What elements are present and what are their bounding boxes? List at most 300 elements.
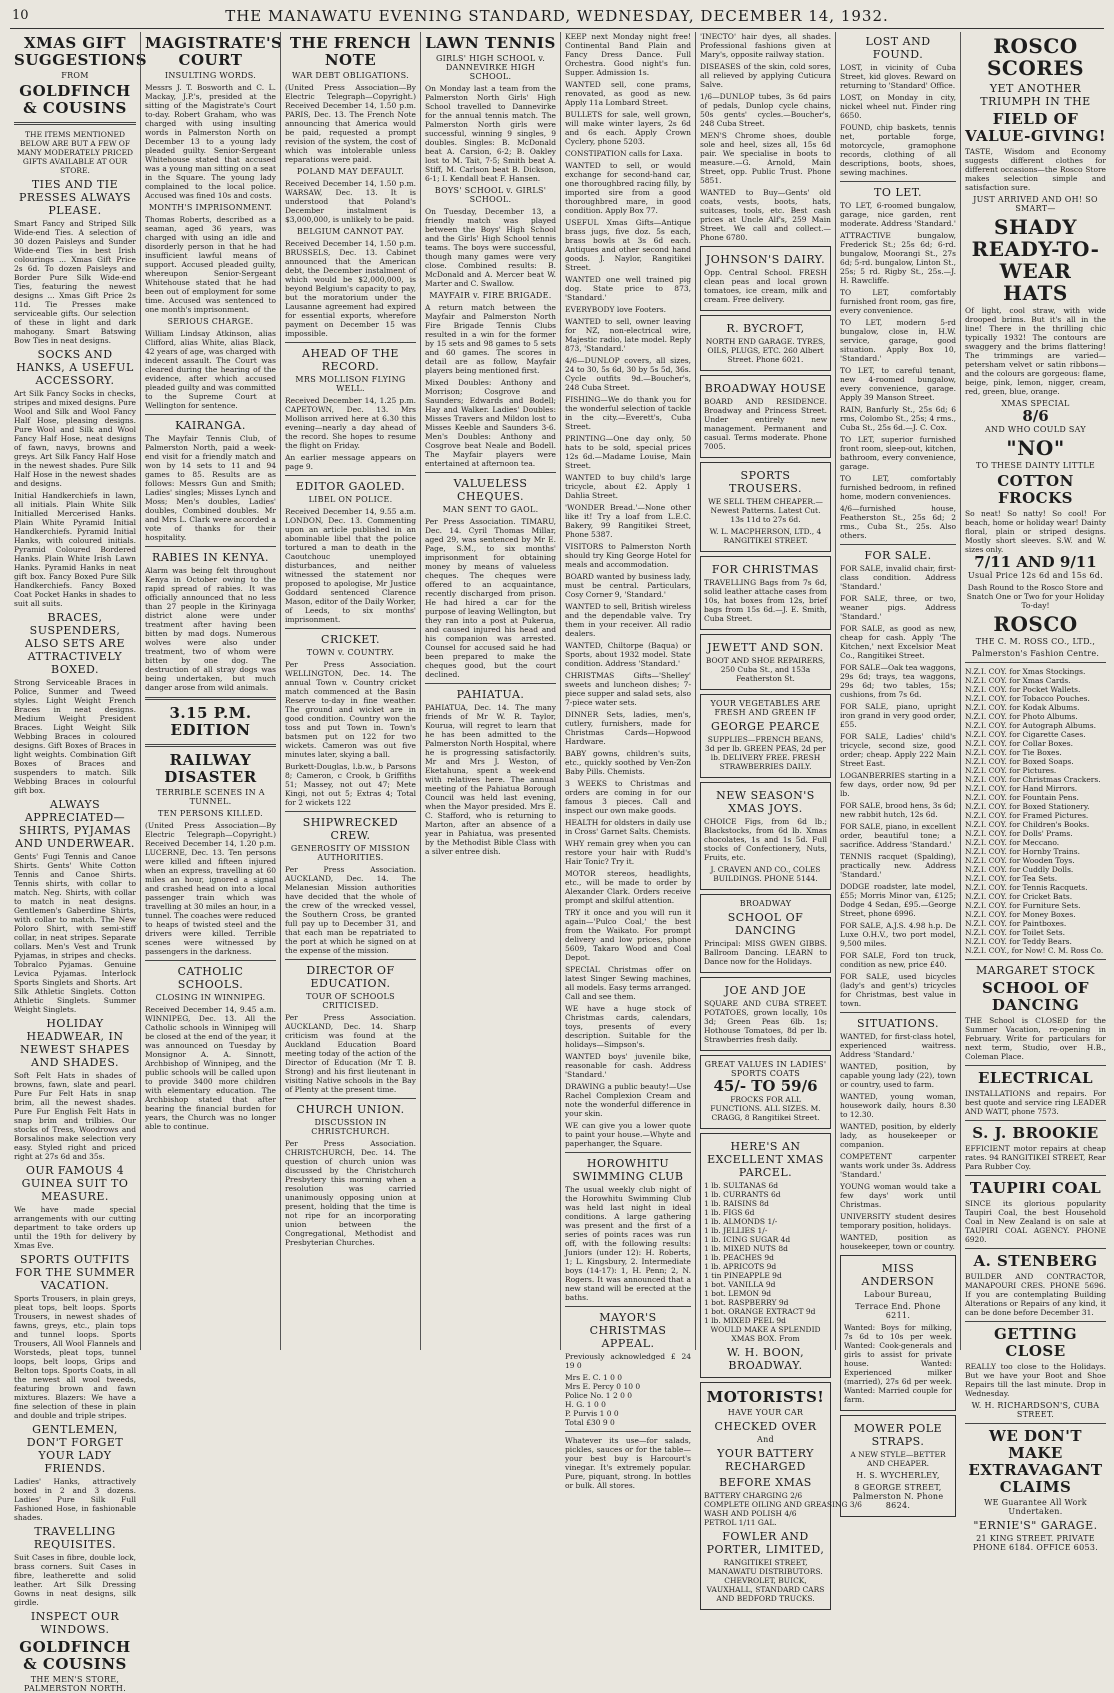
- divider: [965, 1175, 1106, 1176]
- ad-brand: ROSCO: [993, 612, 1078, 636]
- ad-heading: FOR CHRISTMAS: [711, 563, 820, 576]
- classified-ad: FOR SALE, A.J.S. 4.98 h.p. De Luxe O.H.V., two port model, 9,500 miles.: [840, 921, 956, 948]
- ad-body: TRAVELLING Bags from 7s 6d, solid leather attache cases from 10s, hat boxes from 12s, brief bags from 15s 6d.—J. E. Smith, Cuba Street.: [704, 578, 827, 623]
- ad-body: SINCE its glorious popularity Taupiri Coal, the best Household Coal in New Zealand is on sale at TAUPIRI COAL AGENCY. PHONE 6920.: [965, 1199, 1106, 1244]
- ad-from: FROM: [61, 71, 89, 80]
- list-item: 1 lb. MIXED NUTS 8d: [704, 1244, 788, 1253]
- divider: [565, 1431, 691, 1432]
- ad-section: SPORTS OUTFITS FOR THE SUMMER VACATION.: [15, 1253, 135, 1292]
- ad-address: Terrace End. Phone 6211.: [855, 1302, 941, 1320]
- classified-ad: WANTED to sell, owner leaving for NZ, non-electrical wire, Majestic radio, late model. Reply 873, 'Standard.': [565, 317, 691, 353]
- article-body: Per Press Association. AUCKLAND, Dec. 14. Sharp criticism was found at the Auckland Education Board meeting today of the action of the Director of Education (Mr T. B. Strong) and his first lieutenant in visiting Native schools in the Bay of Plenty at the present time.: [285, 1013, 416, 1094]
- section-heading: LOST AND FOUND.: [865, 35, 931, 61]
- classified-ad: DRAWING a public beauty!—Use Rachel Complexion Cream and note the wonderful difference in your skin.: [565, 1082, 691, 1118]
- article-body: (United Press Association—By Electric Telegraph—Copyright.) Received December 14, 1.20 p.m. LUCERNE, Dec. 13. Ten persons were killed and fifteen injured when an express, travelling at 60 miles an hour, ignored a signal and crashed head on into a local passenger train which was travelling at 30 miles an hour, in a tunnel. The coaches were reduced to heaps of twisted steel and the drivers were killed. Terrible scenes were witnessed by passengers in the darkness.: [145, 821, 277, 956]
- appeal-list: [565, 1373, 691, 1427]
- article-subheading: DISCUSSION IN CHRISTCHURCH.: [311, 1118, 390, 1136]
- classified-ad: PRINTING—One day only, 50 hats to be sold, special prices 12s 6d.—Madame Louise, Main Street.: [565, 434, 691, 470]
- article-body: William Lindsay Atkinson, alias Clifford, alias White, alias Black, 42 years of age, was charged with indecent assault. The Court was cleared during the hearing of the evidence, after which accused pleaded guilty and was committed to the Supreme Court at Wellington for sentence.: [145, 329, 276, 410]
- article-body: The usual weekly club night of the Horowhitu Swimming Club was held last night in ideal conditions. A large gathering was present and the first of a series of points races was run off, with the following results: Juniors (under 12): H. Roberts, 1; L. Kingsbury, 2. Intermediate boys (14-17): 1, H. Penn; 2, N. Rogers. It was announced that a new stand will be erected at the baths.: [565, 1185, 691, 1302]
- classified-ad: FISHING—We do thank you for the wonderful selection of tackle in the city.—Everett's, Cuba Street.: [565, 395, 691, 431]
- display-ad: [700, 556, 831, 630]
- ad-body: FROCKS FOR ALL FUNCTIONS. ALL SIZES. M. CRAGG, 8 Rangitikei Street.: [710, 1095, 821, 1122]
- ad-section: OUR FAMOUS 4 GUINEA SUIT TO MEASURE.: [21, 1164, 129, 1203]
- ad-subheading: YET ANOTHER TRIUMPH IN THE: [980, 82, 1091, 108]
- ad-body: Art Silk Fancy Socks in checks, stripes and mixed designs. Pure Wool and Silk and Wool Fancy Half Hose, pleasing designs. Pure Wool and Silk and Wool Fancy Half Hose, neat designs of fawn, navys, browns and greys. Art Silk Fancy Half Hose in the newest shades. Pure Silk Half Hose in the newest shades and designs.: [14, 389, 136, 488]
- list-item: 1 lb. CURRANTS 6d: [704, 1190, 781, 1199]
- ad-body: INSTALLATIONS and repairs. For best quote and service ring LEADER AND WATT, phone 7573.: [965, 1089, 1106, 1116]
- list-item: N.Z.I. COY. for Tie Boxes.: [965, 748, 1062, 757]
- classified-ad: COMPETENT carpenter wants work under 3s. Address 'Standard.': [840, 1152, 956, 1179]
- classified-ad: TO LET, comfortably furnished bedroom, in refined home, modern conveniences.: [840, 474, 956, 501]
- classified-ad: TENNIS racquet (Spalding), practically new. Address 'Standard.': [840, 852, 956, 879]
- classified-ad: HEALTH for oldsters in daily use in Cross' Garnet Salts. Chemists.: [565, 818, 691, 836]
- ad-price-label: XMAS SPECIAL: [1001, 399, 1070, 408]
- ad-body: A NEW STYLE—BETTER AND CHEAPER.: [850, 1450, 946, 1468]
- ad-body: THE School is CLOSED for the Summer Vacation, re-opening in February. Write for particulars for next term, Studio, over H.B., Coleman Place.: [965, 1016, 1106, 1061]
- ad-heading: BROADWAY HOUSE: [704, 382, 827, 395]
- list-item: N.Z.I. COY. for Hornby Trains.: [965, 847, 1080, 856]
- classified-ad: FOR SALE, invalid chair, first-class condition. Address 'Standard.': [840, 564, 956, 591]
- ad-body: SQUARE AND CUBA STREET. POTATOES, grown locally, 10s 3d; Green Peas 6lb. 1s; Hothouse Tomatoes, 8d per lb. Strawberries fresh daily.: [704, 999, 827, 1044]
- display-ad: [700, 375, 831, 458]
- ad-body: TO THESE DAINTY LITTLE: [975, 461, 1095, 470]
- divider: [565, 1306, 691, 1307]
- article-subheading: MAYFAIR v. FIRE BRIGADE.: [429, 291, 552, 300]
- ad-body: TASTE, Wisdom and Economy suggests different clothes for different occasions—the Rosco Store makes selection simple and satisfaction sure.: [965, 147, 1106, 192]
- divider: [14, 122, 136, 125]
- classified-ad: FOR SALE, piano, in excellent order, beautiful tone; a sacrifice. Address 'Standard.': [840, 822, 956, 849]
- ad-body: AND WHO COULD SAY: [984, 425, 1087, 434]
- classified-ad: LOST, on Monday in city, nickel wheel nut. Finder ring 6650.: [840, 93, 956, 120]
- ad-heading: S. J. BROOKIE: [972, 1124, 1099, 1142]
- list-item: COMPLETE OILING AND GREASING 3/6: [704, 1500, 862, 1509]
- ad-body: Wanted: Boys for milking, 7s 6d to 10s per week. Wanted: Cook-generals and girls to assist for private house. Wanted: Experienced milker (married), 27s 6d per week. Wanted: Married couple for farm.: [844, 1323, 952, 1404]
- classified-ad: EVERYBODY love Footers.: [565, 305, 666, 314]
- classified-ad: WANTED, young woman, housework daily, hours 8.30 to 12.30.: [840, 1092, 956, 1119]
- classified-ad: WANTED, for first-class hotel, experienced waitress. Address 'Standard.': [840, 1032, 956, 1059]
- ad-product: SHADY READY-TO-WEAR HATS: [971, 215, 1100, 305]
- classified-ad: WANTED to sell, British wireless and the dependable valve. Try them in your receiver. All radio dealers.: [565, 602, 691, 638]
- ad-section: BRACES, SUSPENDERS, ALSO SETS ARE ATTRACTIVELY BOXED.: [25, 611, 125, 676]
- ad-price: 45/- TO 59/6: [713, 1077, 818, 1095]
- classified-ad: FOR SALE, used bicycles (lady's and gent's) tricycles for Christmas, best value in town.: [840, 972, 956, 1008]
- list-item: 1 lb. JELLIES 1/-: [704, 1226, 768, 1235]
- ad-heading: ROSCO SCORES: [986, 34, 1085, 80]
- ad-heading: JOHNSON'S DAIRY.: [705, 253, 826, 266]
- article-subheading: LIBEL ON POLICE.: [308, 495, 393, 504]
- article-subheading: CLOSING IN WINNIPEG.: [155, 993, 266, 1002]
- article-heading: CATHOLIC SCHOOLS.: [177, 965, 244, 991]
- display-ad: [700, 634, 831, 690]
- list-item: 1 bot. RASPBERRY 9d: [704, 1298, 789, 1307]
- ad-heading: SPORTS TROUSERS.: [729, 469, 802, 495]
- list-item: P. Purvis 1 0 0: [565, 1409, 619, 1418]
- list-item: N.Z.I. COY. for Wooden Toys.: [965, 856, 1075, 865]
- ad-heading: XMAS GIFT SUGGESTIONS: [14, 34, 148, 69]
- column-news-4: [420, 32, 560, 1350]
- display-ad: [700, 462, 831, 552]
- classified-ad: WHY remain grey when you can restore your hair with Rudd's Hair Tonic? Try it.: [565, 839, 691, 866]
- ad-body: Gents' Fugi Tennis and Canoe Shirts. Gents' White Cotton Tennis and Canoe Shirts. Tennis shirts, with collar to match. Neg. Shirts, with collar to match in neat designs. Gentlemen's Gaberdine Shirts, with collar to match. The New Poloro Shirt, with semi-stiff collar, in neat stripes. Separate collars. Men's Vest and Trunk Pyjamas, in stripes and checks. Tobralco Pyjamas. Genuine Levica Pyjamas. Interlock Sports Singlets and Shorts. Art Silk Athletic Singlets. Cotton Athletic Singlets. Summer Weight Singlets.: [14, 852, 136, 1014]
- classified-ad: BABY gowns, children's suits, etc., quickly soothed by Ven-Zon Baby Pills. Chemists.: [565, 749, 691, 776]
- ad-body: Ladies' Hanks, attractively boxed in 2 and 3 dozens. Ladies' Pure Silk Full Fashioned Hose, in fashionable shades.: [14, 1477, 136, 1522]
- list-item: N.Z.I. COY., for Now! C. M. Ross Co.: [965, 946, 1104, 955]
- article-subheading: INSULTING WORDS.: [164, 71, 257, 80]
- ad-body: Dash Round to the Rosco Store and Snatch One or Two for your Holiday To-day!: [966, 583, 1105, 610]
- classified-ad: WE can give you a lower quote to paint your house.—Whyte and paperhanger, the Square.: [565, 1121, 691, 1148]
- classified-ad: WANTED to sell, or would exchange for second-hand car, one thoroughbred racing filly, by imported sire from a good thoroughbred mare, in good condition. Apply Box 77.: [565, 161, 691, 215]
- ad-heading: GREAT VALUES IN LADIES' SPORTS COATS: [704, 1060, 827, 1078]
- ad-name: SCHOOL OF DANCING: [727, 911, 804, 937]
- ad-price: 8/6: [1022, 407, 1049, 425]
- classified-ad: 'WONDER Bread.'—None other like it! Try a loaf from L.E.C. Bakery, 99 Rangitikei Street, Phone 5387.: [565, 503, 691, 539]
- list-item: N.Z.I. COY. for Cigarette Cases.: [965, 730, 1086, 739]
- ad-body: Suit Cases in fibre, double lock, brass corners. Suit Cases in fibre, leatherette and solid leather. Art Silk Dressing Gowns in neat designs, silk girdle.: [14, 1553, 136, 1607]
- article-heading: RABIES IN KENYA.: [152, 551, 269, 564]
- ad-heading: GETTING CLOSE: [993, 1325, 1078, 1360]
- list-item: N.Z.I. COY. for Christmas Crackers.: [965, 775, 1101, 784]
- classified-ad: DINNER Sets, ladies, men's, cutlery, furnishers, made for Christmas Cards—Hopwood Hardware.: [565, 710, 691, 746]
- divider: [285, 628, 416, 629]
- ad-subheading: Labour Bureau,: [864, 1290, 932, 1299]
- display-ad: [700, 694, 831, 778]
- ad-product: COTTON FROCKS: [997, 472, 1074, 507]
- article-body: The Mayfair Tennis Club, of Palmerston North, paid a week-end visit for a friendly match and won by 14 sets to 11 and 94 games to 85. Results are as follows: Messrs Gun and Smith; Ladies' singles; Misses Lynch and Moss; Men's doubles, Ladies' doubles, Combined doubles. Mr and Mrs L. Clark were accorded a vote of thanks for their hospitality.: [145, 434, 276, 542]
- classified-ad: FOR SALE, three, or two, weaner pigs. Address 'Standard.': [840, 594, 956, 621]
- divider: [840, 544, 956, 545]
- classified-ad: TO LET, modern 5-rd bungalow, close in, H.W. service, garage, good situation. Apply Box 10, 'Standard.': [840, 318, 956, 363]
- ad-body: CHECKED OVER: [714, 1420, 817, 1433]
- classified-ad: TO LET, 6-roomed bungalow, garage, nice garden, rent moderate. Address 'Standard.': [840, 201, 956, 228]
- ad-shop: W. H. RICHARDSON'S, CUBA STREET.: [971, 1401, 1100, 1419]
- ad-body: We have made special arrangements with our cutting department to take orders up until the 19th for delivery by Xmas Eve.: [14, 1205, 136, 1250]
- article-heading: EDITOR GAOLED.: [295, 480, 406, 493]
- classified-ad: 3 WEEKS to Christmas and orders are coming in for our famous 3 pieces. Call and inspect our own make goods.: [565, 779, 691, 815]
- ad-section: HOLIDAY HEADWEAR, IN NEWEST SHAPES AND SHADES.: [20, 1017, 130, 1069]
- article-note: An earlier message appears on page 9.: [285, 453, 416, 471]
- masthead: [10, 6, 1104, 29]
- list-item: N.Z.I. COY. for Boxed Soaps.: [965, 757, 1074, 766]
- ad-body: Smart Fancy and Striped Silk Wide-end Ties. A selection of 30 dozen Paisleys and Sunder Wide-end Ties in best Irish colourings ... Xmas Gift Price 2s 6d. To dozen Paisleys and Border Pure Silk Wide-end Ties, featuring the newest designs ... Xmas Gift Price 2s 11d. Tie Presses make serviceable gifts. Our selection of these in light and dark mahogany. Smart Batswing Bow Ties in neat designs.: [14, 219, 136, 345]
- section-heading: FOR SALE.: [864, 549, 932, 562]
- column-rosco-ad: [960, 32, 1110, 1552]
- classified-ad: TO LET, comfortably furnished front room, gas fire, every convenience.: [840, 288, 956, 315]
- ad-body: Principal: MISS GWEN GIBBS. Ballroom Dancing. LEARN to Dance now for the Holidays.: [704, 939, 827, 966]
- ad-emphasis: "NO": [1006, 436, 1065, 460]
- classified-ad: TRY it once and you will run it again—'Pulco Coal,' the best from the Waikato. For prompt delivery and low prices, phone 5609, Takaro Wood and Coal Depot.: [565, 908, 691, 962]
- display-ad: [840, 1415, 956, 1517]
- ad-body: RANGITIKEI STREET, MANAWATU DISTRIBUTORS. CHEVROLET, BUICK, VAUXHALL, STANDARD CARS AND BEDFORD TRUCKS.: [706, 1558, 825, 1603]
- classified-ad: UNIVERSITY student desires temporary position, holidays.: [840, 1212, 956, 1230]
- list-item: N.Z.I. COY. for Tea Sets.: [965, 874, 1058, 883]
- article-heading: AHEAD OF THE RECORD.: [302, 347, 399, 373]
- ad-name: "ERNIE'S" GARAGE.: [973, 1519, 1098, 1532]
- divider: [145, 546, 276, 547]
- classified-ad: WANTED sell, cone prams, renovated, as good as new. Apply 11a Lombard Street.: [565, 80, 691, 107]
- display-ad: [700, 977, 831, 1051]
- ad-heading: HERE'S AN EXCELLENT XMAS PARCEL.: [707, 1140, 824, 1179]
- divider: [965, 1065, 1106, 1066]
- article-body: Per Press Association. AUCKLAND, Dec. 14. The Melanesian Mission authorities have decided that the whole of the crew of the wrecked vessel, the Southern Cross, be granted full pay up to December 31, and that each man be repatriated to the port at which he signed on at the expense of the mission.: [285, 865, 416, 955]
- ad-body: YOUR BATTERY RECHARGED: [717, 1447, 814, 1473]
- divider: [285, 342, 416, 343]
- classified-ad: FOR SALE, Ladies' child's tricycle, second size, good order; cheap. Apply 222 Main Street East.: [840, 732, 956, 768]
- section-heading: SITUATIONS.: [857, 1017, 939, 1030]
- ad-heading: JEWETT AND SON.: [707, 641, 824, 654]
- divider: [285, 1098, 416, 1099]
- classified-ad: SPECIAL Christmas offer on latest Singer Sewing machines, all models. Easy terms arranged. Call and see them.: [565, 965, 691, 1001]
- classified-ad: USEFUL Xmas Gifts—Antique brass jugs, five doz. 5s each, brass bowls at 3s 6d each. Antiques and other second hand goods. J. Naylor, Rangitikei Street.: [565, 218, 691, 272]
- divider: [840, 181, 956, 182]
- ad-footer: INSPECT OUR WINDOWS.: [30, 1610, 120, 1636]
- ad-body: Opp. Central School. FRESH clean peas and local grown tomatoes, ice cream, milk and cream. Free delivery.: [704, 268, 827, 304]
- ad-brand: GOLDFINCH & COUSINS: [19, 82, 131, 117]
- list-item: N.Z.I. COY. for Pictures.: [965, 766, 1057, 775]
- list-item: H. G. 1 0 0: [565, 1400, 606, 1409]
- newspaper-title: THE MANAWATU EVENING STANDARD, WEDNESDAY, DECEMBER 14, 1932.: [225, 7, 889, 25]
- ad-section: ALWAYS APPRECIATED—SHIRTS, PYJAMAS AND UNDERWEAR.: [15, 798, 135, 850]
- list-item: N.Z.I. COY. for Cricket Bats.: [965, 892, 1073, 901]
- classified-ad: LOGANBERRIES starting in a few days, order now, 9d per lb.: [840, 771, 956, 798]
- ad-heading: MISS ANDERSON: [861, 1262, 935, 1288]
- classified-ad: 4/6—furnished house, Featherston St., 25s 6d; 2 rms., Cuba St., 25s. Also others.: [840, 504, 956, 540]
- classified-ad: WANTED, position, by elderly lady, as housekeeper or companion.: [840, 1122, 956, 1149]
- divider: [145, 414, 276, 415]
- appeal-previous: Previously acknowledged £ 24 19 0: [565, 1352, 691, 1370]
- classified-ad: TO LET, superior furnished front room, sleep-out, kitchen, bathroom, every convenience, garage.: [840, 435, 956, 471]
- display-ad: [700, 782, 831, 890]
- ad-body: WE SELL THEM CHEAPER.—Newest Patterns. Latest Cut. 13s 11d to 27s 6d.: [708, 497, 823, 524]
- article-subheading: WAR DEBT OBLIGATIONS.: [292, 71, 409, 80]
- list-item: 1 tin PINEAPPLE 9d: [704, 1271, 782, 1280]
- price-list: [704, 1491, 862, 1527]
- article-subheading: TOWN v. COUNTRY.: [306, 648, 395, 657]
- list-item: Mrs E. C. 1 0 0: [565, 1373, 623, 1382]
- ad-heading: ELECTRICAL: [977, 1069, 1094, 1087]
- ad-body: Soft Felt Hats in shades of browns, fawn, slate and pearl. Pure Fur Felt Hats in snap brim, all the newest shades. Pure Fur English Felt Hats in snap brim and trilbies. Our stocks of Tress, Woodrows and Borsalinos make selection very easy. Styled right and priced right at 27s 6d and 35s.: [14, 1071, 136, 1161]
- ad-heading: MOTORISTS!: [706, 1388, 825, 1406]
- article-heading: THE FRENCH NOTE: [289, 34, 412, 69]
- list-item: PETROL 1/11 GAL.: [704, 1518, 777, 1527]
- ad-heading: MOWER POLE STRAPS.: [853, 1422, 943, 1448]
- classified-ad: WANTED to Buy—Gents' old coats, vests, boots, hats, suitcases, tools, etc. Best cash prices at Uncle Alf's, 259 Main Street. We call and collect.—Phone 6780.: [700, 188, 831, 242]
- ad-heading: WE DON'T MAKE EXTRAVAGANT CLAIMS: [968, 1427, 1103, 1496]
- list-item: N.Z.I. COY. for Teddy Bears.: [965, 937, 1072, 946]
- classified-ad: WANTED boys' juvenile bike, reasonable for cash. Address 'Standard.': [565, 1052, 691, 1079]
- ad-intro: THE ITEMS MENTIONED BELOW ARE BUT A FEW OF MANY MODERATELY PRICED GIFTS AVAILABLE AT OUR STORE.: [16, 130, 134, 175]
- classified-ad: CHRISTMAS Gifts—'Shelley' sweets and luncheon dishes; 7-piece supper and salad sets, also 7-piece water sets.: [565, 671, 691, 707]
- article-subheading: BELGIUM CANNOT PAY.: [297, 227, 404, 236]
- classified-ad: WANTED, Chiltorpe (Baqua) or Sports, about 1932 model. State condition. Address 'Standard.': [565, 641, 691, 668]
- classified-ad: RAIN, Banfurly St., 25s 6d; 6 rms, Colombo St., 25s; 4 rms., Cuba St., 25s 6d.—J. C. Cox.: [840, 405, 956, 432]
- divider: [965, 1321, 1106, 1322]
- classified-ad: DISEASES of the skin, cold sores, all relieved by applying Cuticura Salve.: [700, 62, 831, 89]
- display-ad: [700, 1382, 862, 1610]
- article-body: Received December 14, 9.55 a.m. LONDON, Dec. 13. Commenting upon an article published in an abominable libel that the police tortured a man to death in the Caoutchouc unemployed disturbances, and neither witnessed the statement nor proposed to apologise, Mr Justice Goddard sentenced Clarence Mason, editor of the Daily Worker, of Leeds, to six months' imprisonment.: [285, 507, 416, 624]
- divider: [285, 475, 416, 476]
- display-ad: [700, 315, 831, 371]
- ad-brand-footer: GOLDFINCH & COUSINS: [19, 1638, 131, 1673]
- classified-ad: FOUND, chip baskets, tennis net, portable forge, motorcycle, gramophone records, clothing of all descriptions, boots, shoes, sewing machines.: [840, 123, 956, 177]
- article-body: Per Press Association. TIMARU, Dec. 14. Cyril Thomas Millar, aged 29, was sentenced by Mr E. Page, S.M., to six months' imprisonment for obtaining money by means of valueless cheques. The cheques were offered to an acquaintance, recently discharged from prison. He had hired a car for the purpose of leaving Wellington, but they ran into a post at Pukerua, and caused injured his head and his companion was arrested. Counsel for accused said he had been prepared to make the cheques good, but the court declined.: [425, 517, 556, 679]
- ad-body: CHOICE Figs, from 6d lb.; Blackstocks, from 6d lb. Xmas chocolates, 1s and 1s 5d. Full stocks of Confectionery, Nuts, Fruits, etc.: [704, 817, 827, 862]
- classified-ad: WANTED one well trained pig dog. State price to 873, 'Standard.': [565, 275, 691, 302]
- article-body: Per Press Association. WELLINGTON, Dec. 14. The annual Town v. Country cricket match commenced at the Basin Reserve to-day in fine weather. The ground and wicket are in good condition. Country won the toss and put Town in. Town's batsmen put on 122 for two wickets. Cameron was out five minutes later, skying a ball.: [285, 660, 416, 759]
- classified-ad: VISITORS to Palmerston North should try King George Hotel for meals and accommodation.: [565, 542, 691, 569]
- ad-body: BOARD AND RESIDENCE. Broadway and Princess Street. Under entirely new management. Permanent and casual. Terms moderate. Phone 7005.: [704, 397, 827, 451]
- list-item: N.Z.I. COY. for Furniture Sets.: [965, 901, 1081, 910]
- list-item: 1 lb. FIGS 6d: [704, 1208, 755, 1217]
- list-item: N.Z.I. COY. for Collar Boxes.: [965, 739, 1073, 748]
- divider: [425, 472, 556, 473]
- ad-shop: THE C. M. ROSS CO., LTD.,: [975, 637, 1096, 646]
- classified-ad: TO LET, to careful tenant, new 4-roomed bungalow, every convenience, garage. Apply 39 Manson Street.: [840, 366, 956, 402]
- column-news-3: [280, 32, 420, 1350]
- article-heading: DIRECTOR OF EDUCATION.: [306, 964, 395, 990]
- ad-heading: R. BYCROFT,: [726, 322, 805, 335]
- classified-list: [565, 32, 691, 1148]
- ad-shop: FOWLER AND PORTER, LIMITED,: [706, 1530, 825, 1556]
- classified-ad: WANTED to buy child's large tricycle, about £2. Apply 1 Dahlia Street.: [565, 473, 691, 500]
- coy-list: [965, 667, 1106, 955]
- classified-ad: 1/6—DUNLOP tubes, 3s 6d pairs of pedals, Dunlop cycle chains, 50s gents' cycles.—Boucher's, 248 Cuba Street.: [700, 92, 831, 128]
- classified-ad: 4/6—DUNLOP covers, all sizes, 24 to 30, 5s 6d, 30 by 5s 5d, 36s. Cycle outfits 9d.—Boucher's, 248 Cuba Street.: [565, 356, 691, 392]
- article-subheading: TERRIBLE SCENES IN A TUNNEL.: [156, 788, 265, 806]
- list-item: 1 bot. LEMON 9d: [704, 1289, 772, 1298]
- article-subheading: POLAND MAY DEFAULT.: [296, 167, 405, 176]
- ad-name: GEORGE PEARCE: [710, 720, 821, 733]
- ad-body: JUST ARRIVED AND OH! SO SMART—: [973, 195, 1098, 213]
- classified-ad: FOR SALE, as good as new, cheap for cash. Apply 'The Kitchen,' next Excelsior Meat Co., Rangitikei Street.: [840, 624, 956, 660]
- article-body: Alarm was being felt throughout Kenya in October owing to the rapid spread of rabies. It was officially announced that no less than 27 people in the Kirinyaga district alone were under treatment after having been bitten by mad dogs. Numerous wolves were also under treatment, two of whom were bitten by one dog. The destruction of all stray dogs was being undertaken, but much danger arose from wild animals.: [145, 566, 276, 692]
- article-body: PAHIATUA, Dec. 14. The many friends of Mr W. R. Taylor, Kourua, will regret to learn that he has been admitted to the Palmerston North Hospital, where he is progressing satisfactorily. Mr and Mrs J. Weston, of Eketahuna, spent a week-end with relatives here. The annual meeting of the Pahiatua Borough Council was held last evening, when the Mayor presided. Mrs E. C. Stafford, who is returning to Marton, after an absence of a year in Pahiatua, was presented by the Methodist Bible Class with a silver entree dish.: [425, 703, 556, 856]
- classified-ad: DODGE roadster, late model, £55; Morris Minor van, £125; Dodge 4 Sedan, £95.—George Street, phone 6996.: [840, 882, 956, 918]
- list-item: N.Z.I. COY. for Children's Books.: [965, 820, 1090, 829]
- divider: [145, 697, 276, 700]
- list-item: N.Z.I. COY. for Xmas Stockings.: [965, 667, 1086, 676]
- divider: [285, 811, 416, 812]
- ad-price: 7/11 AND 9/11: [974, 553, 1097, 571]
- display-ad: [840, 1255, 956, 1411]
- article-subheading: MAN SENT TO GAOL.: [442, 505, 539, 514]
- list-item: 1 lb. MIXED PEEL 9d: [704, 1316, 786, 1325]
- article-body: (United Press Association—By Electric Telegraph—Copyright.) Received December 14, 1.50 p.m. PARIS, Dec. 13. The French Note announcing that America would be paid, requested a prompt revision of the system, the cost of which was intolerable unless reparations were paid.: [285, 83, 416, 164]
- list-item: 1 bot. ORANGE EXTRACT 9d: [704, 1307, 816, 1316]
- ad-section: TIES AND TIE PRESSES ALWAYS PLEASE.: [19, 178, 131, 217]
- advert-body: Whatever its use—for salads, pickles, sauces or for the table—your best buy is Harcourt's vinegar. It's extremely popular. Pure, piquant, strong. In bottles or bulk. All stores.: [565, 1436, 691, 1490]
- list-item: 1 lb. RAISINS 8d: [704, 1199, 769, 1208]
- ad-heading: BROADWAY: [739, 899, 792, 908]
- list-item: 1 lb. PEACHES 9d: [704, 1253, 774, 1262]
- list-item: N.Z.I. COY. for Autograph Albums.: [965, 721, 1097, 730]
- classified-ad: MEN'S Chrome shoes, double sole and heel, sizes all, 15s 6d pair. We specialise in boots to measure.—G. Arnold, Main Street, opp. Public Trust. Phone 5851.: [700, 131, 831, 185]
- list-item: N.Z.I. COY. for Boxed Stationery.: [965, 802, 1090, 811]
- column-classifieds-7: [835, 32, 960, 1510]
- ad-section: TRAVELLING REQUISITES.: [33, 1525, 117, 1551]
- list-item: 1 lb. APRICOTS 9d: [704, 1262, 777, 1271]
- list-item: N.Z.I. COY. for Xmas Cards.: [965, 676, 1071, 685]
- article-body: Messrs J. T. Bosworth and C. L. Mackay, J.P.'s, presided at the sitting of the Magistrate's Court to-day. Robert Graham, who was charged with using insulting words in Palmerston North on December 13 to a young lady pleaded guilty. Senior-Sergeant Whitehouse stated that accused was a young man sitting on a seat in the Square. The young lady complained to the local police. Accused was fined 10s and costs.: [145, 83, 276, 200]
- divider: [965, 1248, 1106, 1249]
- classified-ad: FOR SALE, piano, upright iron grand in very good order, £55.: [840, 702, 956, 729]
- ad-heading: TAUPIRI COAL: [969, 1179, 1102, 1197]
- display-ad: [700, 1055, 831, 1129]
- list-item: N.Z.I. COY. for Meccano.: [965, 838, 1060, 847]
- article-body: Mixed Doubles: Anthony and Morrison; Cosgrove and Saunders; Edwards and Bodell; Hay and Walker. Ladies' Doubles: Misses Travers and Mildon lost to Misses Keeble and Saunders 3-6. Men's Doubles: Anthony and Cosgrove beat Neale and Bodell. The Mayfair players were entertained at afternoon tea.: [425, 378, 556, 468]
- divider: [145, 960, 276, 961]
- article-heading: RAILWAY DISASTER: [164, 751, 257, 786]
- ad-body: BUILDER AND CONTRACTOR, MANAPOURI CRES. PHONE 5696. If you are contemplating Building Alterations or Repairs of any kind, it can be done before December 31.: [965, 1272, 1106, 1317]
- classified-ad: WE have a huge stock of Christmas cards, calendars, toys, presents of every description. Suitable for the holidays—Simpson's.: [565, 1004, 691, 1049]
- list-item: N.Z.I. COY. for Dolls' Prams.: [965, 829, 1073, 838]
- article-heading: CRICKET.: [321, 633, 380, 646]
- ad-shop: Palmerston's Fashion Centre.: [971, 649, 1100, 658]
- list-item: Mrs E. Percy 0 10 0: [565, 1382, 641, 1391]
- column-goldfinch-ad: [10, 32, 148, 1693]
- list-item: N.Z.I. COY. for Tobacco Pouches.: [965, 694, 1090, 703]
- ad-heading: A. STENBERG: [973, 1252, 1098, 1270]
- article-body: Received December 14, 1.50 p.m. BRUSSELS, Dec. 13. Cabinet announced that the American debt, the December instalment of which would be $2,000,000, is beyond Belgium's capacity to pay, but the moratorium under the Lausanne agreement had expired for essential exports, wherefore payment on December 15 was impossible.: [285, 239, 416, 338]
- article-subheading: SERIOUS CHARGE.: [167, 317, 254, 326]
- ad-heading: JOE AND JOE: [724, 984, 807, 997]
- list-item: N.Z.I. COY. for Tennis Racquets.: [965, 883, 1088, 892]
- ad-shop: H. S. WYCHERLEY,: [856, 1471, 940, 1480]
- ad-shop: J. CRAVEN AND CO., COLES BUILDINGS. PHONE 5144.: [710, 865, 821, 883]
- article-heading: PAHIATUA.: [456, 688, 525, 701]
- article-subheading: TEN PERSONS KILLED.: [157, 809, 263, 818]
- divider: [965, 1423, 1106, 1424]
- list-item: 1 lb. SULTANAS 6d: [704, 1181, 779, 1190]
- classified-ad: 'INECTO' hair dyes, all shades. Professional fashions given at Mary's, opposite railway station.: [700, 32, 831, 59]
- classified-ad: FOR SALE, brood hens, 3s 6d; new rabbit hutch, 12s 6d.: [840, 801, 956, 819]
- article-heading: KAIRANGA.: [175, 419, 246, 432]
- article-body: Received December 14, 1.50 p.m. WARSAW, Dec. 13. It is understood that Poland's December instalment is $3,000,000, is unlikely to be paid.: [285, 179, 416, 224]
- classified-ad: KEEP next Monday night free! Continental Band Plain and Fancy Dress Dance. Full Orchestra. Good night's fun. Supper. Admission 1s.: [565, 32, 691, 77]
- classified-ad: WANTED, position, by capable young lady (22), town or country, used to farm.: [840, 1062, 956, 1089]
- article-heading: LAWN TENNIS: [425, 34, 556, 52]
- article-subheading: GENEROSITY OF MISSION AUTHORITIES.: [290, 844, 411, 862]
- classified-ad: WANTED, position as housekeeper, town or country.: [840, 1233, 956, 1251]
- ad-shop: W. L. MACPHERSON, LTD., 4 RANGITIKEI STREET.: [709, 527, 822, 545]
- article-subheading: GIRLS' HIGH SCHOOL v. DANNEVIRKE HIGH SCHOOL.: [435, 54, 546, 81]
- article-heading: MAYOR'S CHRISTMAS APPEAL.: [589, 1311, 667, 1350]
- list-item: BATTERY CHARGING 2/6: [704, 1491, 803, 1500]
- article-body: Per Press Association. CHRISTCHURCH, Dec. 14. The question of church union was discussed by the Christchurch Presbytery this morning when a resolution was carried unanimously opposing union at present, holding that the time is not ripe for an incorporating union between the Congregational, Methodist and Presbyterian Churches.: [285, 1139, 416, 1247]
- column-classifieds-6: [695, 32, 862, 1603]
- article-body: Received December 14, 9.45 a.m. WINNIPEG, Dec. 13. All the Catholic schools in Winnipeg will be closed at the end of the year, it was announced on Tuesday by Monsignor A. A. Sinnott, Archbishop of Winnipeg, and the public schools will be called upon to provide 3400 more children with elementary education. The Archbishop stated that after bearing the financial burden for years, the Church was no longer able to continue.: [145, 1005, 276, 1131]
- list-item: N.Z.I. COY. for Framed Pictures.: [965, 811, 1089, 820]
- ad-shop: W. H. BOON, BROADWAY.: [726, 1346, 805, 1372]
- divider: [285, 959, 416, 960]
- display-ad: [700, 894, 831, 973]
- classified-ad: MOTOR stereos, headlights, etc., will be made to order by Alexander Clark. Orders receive prompt and skilful attention.: [565, 869, 691, 905]
- list-item: N.Z.I. COY. for Fountain Pens.: [965, 793, 1079, 802]
- parcel-list: [704, 1181, 827, 1325]
- divider: [965, 662, 1106, 663]
- article-body: Received December 14, 1.25 p.m. CAPETOWN, Dec. 13. Mrs Mollison arrived here at 6.30 this evening—nearly a day ahead of the record. She hopes to resume the flight on Friday.: [285, 396, 416, 450]
- ad-heading: MARGARET STOCK: [976, 964, 1095, 977]
- list-item: N.Z.I. COY. for Paintboxes.: [965, 919, 1067, 928]
- ad-address: 8 GEORGE STREET, Palmerston N. Phone 8624.: [852, 1483, 944, 1510]
- article-heading: CHURCH UNION.: [296, 1103, 405, 1116]
- ad-heading: NEW SEASON'S XMAS JOYS.: [716, 789, 815, 815]
- article-body: A return match between the Mayfair and Palmerston North Fire Brigade Tennis Clubs resulted in a win for the former by 15 sets and 98 games to 5 sets and 60 games. The scores in detail are as follow, Mayfair players being mentioned first.: [425, 303, 556, 375]
- article-subheading: BOYS' SCHOOL v. GIRLS' SCHOOL.: [434, 186, 547, 204]
- display-ad: [700, 1133, 831, 1378]
- list-item: 1 lb. ALMONDS 1/-: [704, 1217, 778, 1226]
- ad-heading: YOUR VEGETABLES ARE FRESH AND GREEN IF: [710, 699, 821, 717]
